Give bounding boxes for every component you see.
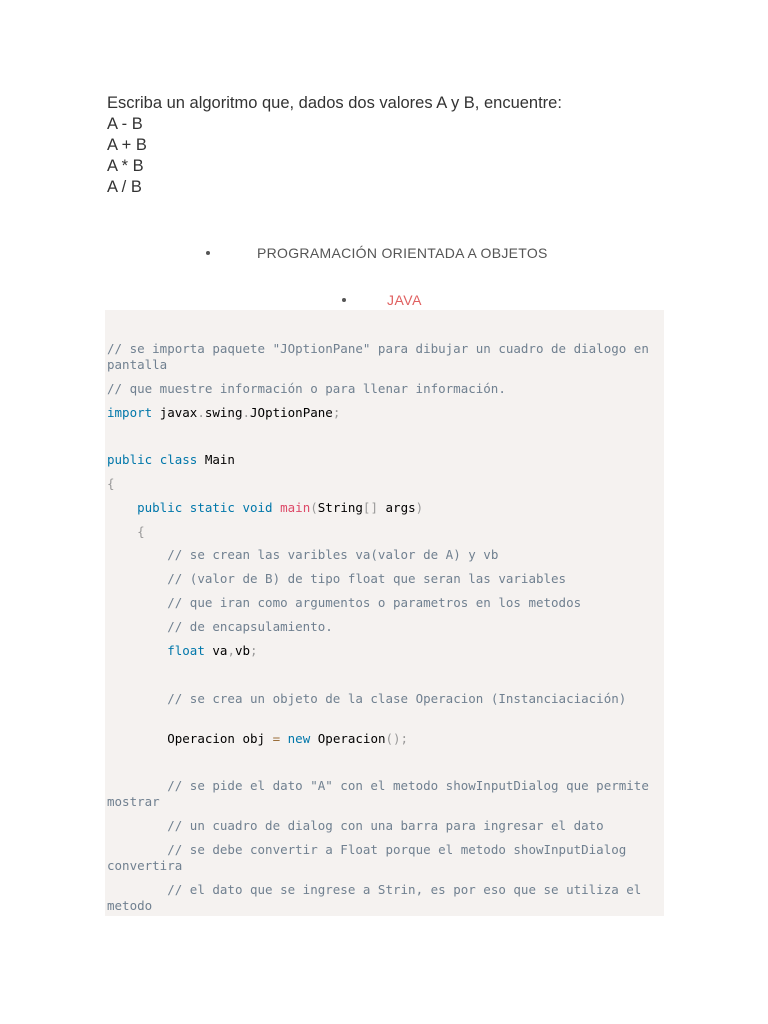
bullet-dot-icon (342, 298, 346, 302)
operation-subtract: A - B (107, 115, 143, 133)
code-comment: // se crean las varibles va(valor de A) y vb (167, 547, 499, 562)
language-link[interactable]: JAVA (387, 292, 422, 308)
code-comment: // se debe convertir a Float porque el metodo showInputDialog convertira (107, 842, 634, 873)
code-line-class (107, 452, 659, 468)
package-name: swing (204, 405, 243, 420)
keyword: void (242, 500, 273, 515)
code-comment: // que muestre información o para llenar información. (107, 381, 506, 396)
bullet-heading (206, 245, 548, 261)
code-comment: // se crea un objeto de la clase Operacion (Instanciaciación) (167, 691, 627, 706)
section-heading: PROGRAMACIÓN ORIENTADA A OBJETOS (257, 245, 548, 261)
class-name: JOptionPane (250, 405, 333, 420)
code-line-new-object: Operacion obj = new Operacion(); (167, 731, 409, 746)
param-name: args (385, 500, 416, 515)
bullet-dot-icon (206, 251, 210, 255)
type-name: String (317, 500, 363, 515)
problem-text: Escriba un algoritmo que, dados dos valores A y B, encuentre: (107, 94, 562, 112)
bullet-language (342, 292, 422, 308)
code-comment: // se importa paquete "JOptionPane" para dibujar un cuadro de dialogo en pantalla (107, 341, 657, 372)
declaration: Operacion obj (167, 731, 266, 746)
keyword: class (159, 452, 198, 467)
code-brace: { (137, 524, 145, 539)
code-comment: // de encapsulamiento. (167, 619, 333, 634)
code-comment: // se pide el dato "A" con el metodo showInputDialog que permite mostrar (107, 778, 657, 809)
code-brace: { (107, 476, 115, 491)
function-name: main (280, 500, 311, 515)
code-comment: // el dato que se ingrese a Strin, es por eso que se utiliza el metodo (107, 882, 649, 913)
operation-divide: A / B (107, 178, 142, 196)
keyword: static (189, 500, 235, 515)
operation-add: A + B (107, 136, 147, 154)
keyword: new (287, 731, 311, 746)
operation-multiply: A * B (107, 157, 144, 175)
package-name: javax (159, 405, 198, 420)
code-comment: // un cuadro de dialog con una barra para ingresar el dato (167, 818, 604, 833)
code-comment: // que iran como argumentos o parametros en los metodos (167, 595, 582, 610)
code-line-main: public static void main(String[] args) (137, 500, 424, 515)
keyword: import (107, 405, 153, 420)
keyword: public (107, 452, 153, 467)
code-line-import: import javax.swing.JOptionPane; (107, 405, 341, 420)
problem-statement (107, 93, 707, 198)
keyword: float (167, 643, 205, 658)
class-name: Operacion (317, 731, 386, 746)
code-comment: // (valor de B) de tipo float que seran las variables (167, 571, 567, 586)
code-line-float: float va,vb; (167, 643, 258, 658)
variable-name: vb (234, 643, 251, 658)
code-block (105, 310, 664, 916)
class-name: Main (204, 452, 235, 467)
keyword: public (137, 500, 183, 515)
variable-name: va (212, 643, 228, 658)
